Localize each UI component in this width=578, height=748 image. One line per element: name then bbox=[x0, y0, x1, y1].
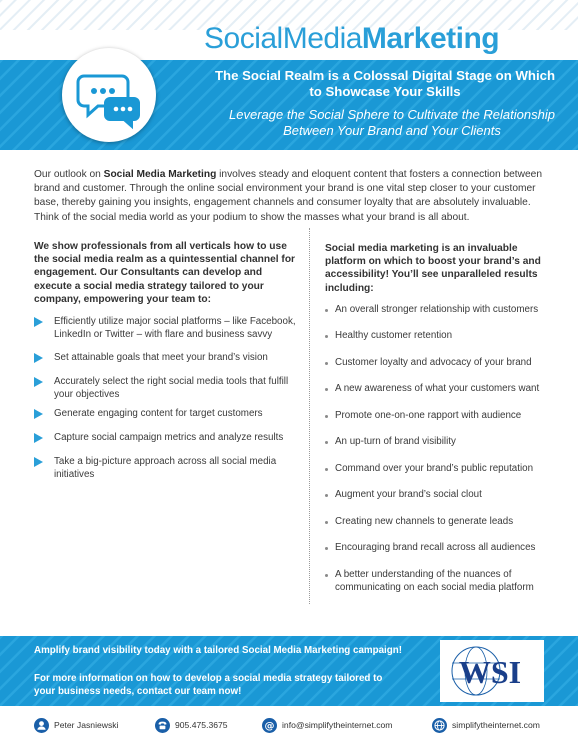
dot-bullet-icon bbox=[325, 521, 328, 524]
list-item-text: Take a big-picture approach across all social media initiatives bbox=[54, 456, 277, 480]
list-item bbox=[325, 463, 553, 476]
list-item-text: Augment your brand’s social clout bbox=[335, 489, 482, 500]
list-item bbox=[34, 352, 268, 365]
list-item-text: Encouraging brand recall across all audiences bbox=[335, 542, 536, 553]
dot-bullet-icon bbox=[325, 362, 328, 365]
dot-bullet-icon bbox=[325, 468, 328, 471]
list-item bbox=[34, 376, 296, 401]
dot-bullet-icon bbox=[325, 309, 328, 312]
list-item bbox=[325, 410, 553, 423]
intro-lead: Our outlook on bbox=[34, 169, 104, 180]
list-item bbox=[34, 456, 296, 481]
intro-emphasis: Social Media Marketing bbox=[103, 169, 217, 180]
list-item bbox=[34, 432, 283, 445]
list-item bbox=[325, 330, 553, 343]
triangle-bullet-icon bbox=[34, 317, 43, 327]
list-item bbox=[325, 357, 553, 370]
dot-bullet-icon bbox=[325, 441, 328, 444]
list-item-text: Efficiently utilize major social platforms – like Facebook, LinkedIn or Twitter – with flare and business savvy bbox=[54, 316, 296, 340]
list-item bbox=[325, 516, 553, 529]
list-item bbox=[34, 408, 263, 421]
list-item bbox=[325, 436, 553, 449]
list-item-text: An overall stronger relationship with customers bbox=[335, 304, 539, 315]
dot-bullet-icon bbox=[325, 547, 328, 550]
contact-email-text: info@simplifytheinternet.com bbox=[282, 720, 393, 730]
person-icon bbox=[34, 718, 49, 733]
dot-bullet-icon bbox=[325, 388, 328, 391]
dot-bullet-icon bbox=[325, 335, 328, 338]
list-item-text: Promote one-on-one rapport with audience bbox=[335, 410, 522, 421]
triangle-bullet-icon bbox=[34, 433, 43, 443]
hero-headline: The Social Realm is a Colossal Digital Stage on Which to Showcase Your Skills bbox=[214, 68, 556, 99]
triangle-bullet-icon bbox=[34, 377, 43, 387]
intro-paragraph bbox=[34, 168, 546, 225]
list-item bbox=[325, 542, 553, 555]
phone-icon bbox=[155, 718, 170, 733]
contact-email[interactable] bbox=[262, 716, 392, 734]
list-item bbox=[325, 569, 553, 594]
page-title bbox=[204, 22, 564, 56]
triangle-bullet-icon bbox=[34, 353, 43, 363]
list-item-text: A better understanding of the nuances of communicating on each social media platform bbox=[335, 569, 534, 593]
list-item-text: Set attainable goals that meet your brand’s vision bbox=[54, 352, 268, 363]
footer-more-info: For more information on how to develop a social media strategy tailored to your business needs, contact our team now! bbox=[34, 673, 383, 697]
list-item bbox=[325, 304, 553, 317]
left-column-lead: We show professionals from all verticals how to use the social media realm as a quintessential channel for engagement. Our Consultants can develop and execute a social media strategy tailored to your company, empowering your team to: bbox=[34, 241, 296, 305]
title-light: SocialMedia bbox=[204, 22, 362, 55]
list-item bbox=[325, 383, 553, 396]
right-column-lead: Social media marketing is an invaluable platform on which to boost your brand’s and accessibility! You’ll see unparalleled results including: bbox=[325, 243, 541, 294]
list-item-text: An up-turn of brand visibility bbox=[335, 436, 456, 447]
list-item-text: Generate engaging content for target customers bbox=[54, 408, 263, 419]
triangle-bullet-icon bbox=[34, 457, 43, 467]
list-item-text: Capture social campaign metrics and analyze results bbox=[54, 432, 284, 443]
list-item-text: Healthy customer retention bbox=[335, 330, 453, 341]
contact-name-text: Peter Jasniewski bbox=[54, 720, 119, 730]
at-sign-icon bbox=[262, 718, 277, 733]
wsi-logo bbox=[440, 640, 544, 702]
list-item-text: Customer loyalty and advocacy of your brand bbox=[335, 357, 532, 368]
hero-subheadline: Leverage the Social Sphere to Cultivate the Relationship Between Your Brand and Your Clients bbox=[229, 107, 555, 138]
dot-bullet-icon bbox=[325, 494, 328, 497]
contact-website-text: simplifytheinternet.com bbox=[452, 720, 540, 730]
triangle-bullet-icon bbox=[34, 409, 43, 419]
contact-phone-text: 905.475.3675 bbox=[175, 720, 228, 730]
column-divider bbox=[309, 228, 310, 604]
list-item-text: A new awareness of what your customers want bbox=[335, 383, 540, 394]
dot-bullet-icon bbox=[325, 415, 328, 418]
chat-bubbles-icon bbox=[62, 48, 156, 142]
list-item-text: Accurately select the right social media tools that fulfill your objectives bbox=[54, 376, 289, 400]
title-bold: Marketing bbox=[361, 22, 500, 55]
list-item bbox=[325, 489, 553, 502]
list-item-text: Command over your brand’s public reputation bbox=[335, 463, 534, 474]
list-item bbox=[34, 316, 296, 341]
intro-body: involves steady and eloquent content that fosters a connection between brand and customer. Through the online social environment your brand is one vital step closer to your customer base, thereby gaining you insights, engagement channels and consumer loyalty that are absolutely invaluable. Think of the social media world as your podium to show the masses what your brand is all about. bbox=[34, 169, 542, 223]
contact-phone[interactable] bbox=[155, 716, 228, 734]
globe-icon bbox=[432, 718, 447, 733]
logo-text: WSI bbox=[458, 654, 522, 690]
contact-website[interactable] bbox=[432, 716, 540, 734]
footer-cta: Amplify brand visibility today with a tailored Social Media Marketing campaign! bbox=[34, 645, 403, 656]
svg-text:@: @ bbox=[264, 720, 275, 732]
dot-bullet-icon bbox=[325, 574, 328, 577]
list-item-text: Creating new channels to generate leads bbox=[335, 516, 514, 527]
contact-name bbox=[34, 716, 118, 734]
